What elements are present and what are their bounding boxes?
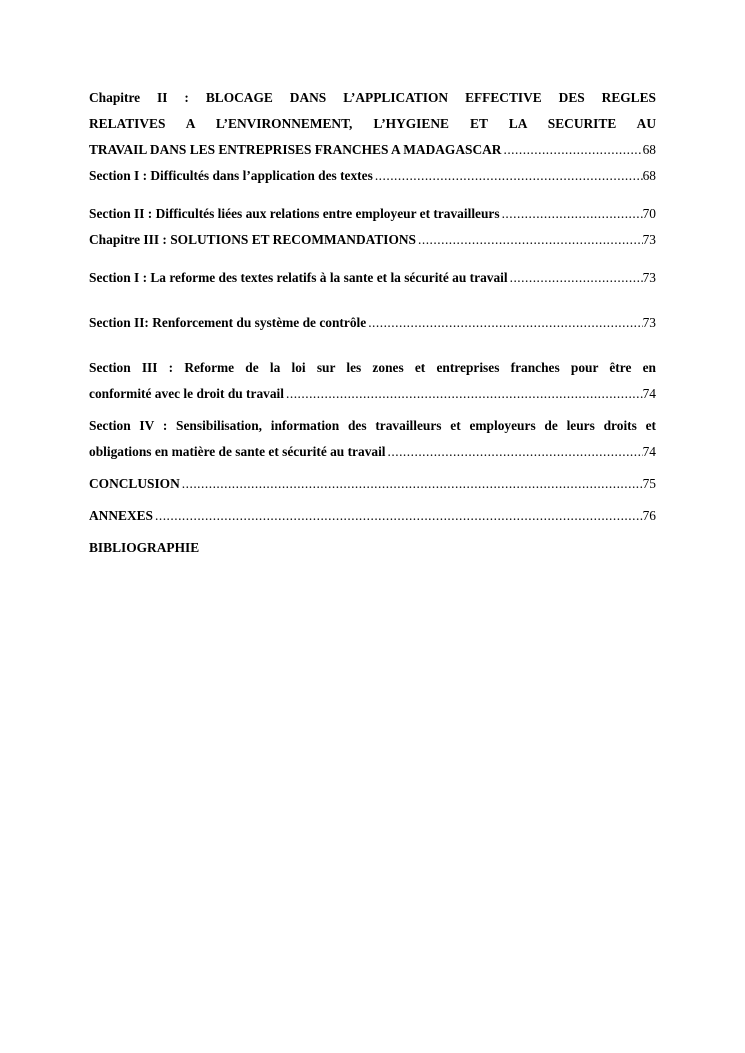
toc-entry-annexes[interactable] [89, 503, 656, 529]
spacer [89, 336, 656, 355]
toc-entry-last-line [89, 163, 656, 189]
toc-entry-last-line [89, 503, 656, 529]
toc-entry-title: Section II: Renforcement du système de contrôle [89, 315, 367, 330]
toc-page-number: 76 [642, 508, 656, 523]
toc-entry-line: Chapitre II : BLOCAGE DANS L’APPLICATION EFFECTIVE DES REGLES [89, 90, 656, 105]
toc-entry-title: conformité avec le droit du travail [89, 386, 284, 401]
toc-page-number: 73 [642, 315, 656, 330]
toc-entry-line: Section III : Reforme de la loi sur les zones et entreprises franches pour être en [89, 360, 656, 375]
toc-entry-title: TRAVAIL DANS LES ENTREPRISES FRANCHES A MADAGASCAR [89, 142, 502, 157]
toc-entry-section-2[interactable] [89, 201, 656, 227]
toc-entry-title: Section I : La reforme des textes relatifs à la sante et la sécurité au travail [89, 270, 508, 285]
toc-entry-section-3[interactable] [89, 355, 656, 407]
dot-leader [386, 439, 643, 465]
toc-entry-title: Section I : Difficultés dans l’application des textes [89, 168, 373, 183]
spacer [89, 253, 656, 265]
toc-entry-chapitre-3[interactable] [89, 227, 656, 253]
toc-entry-title: Chapitre III : SOLUTIONS ET RECOMMANDATIONS [89, 232, 417, 247]
toc-entry-section-2-renforcement[interactable] [89, 310, 656, 336]
toc-entry-title: BIBLIOGRAPHIE [89, 540, 200, 555]
toc-page-number: 74 [642, 386, 656, 401]
dot-leader [366, 310, 642, 336]
toc-entry-last-line [89, 265, 656, 291]
toc-entry-chapitre-2[interactable] [89, 85, 656, 163]
dot-leader [500, 201, 643, 227]
dot-leader [501, 137, 642, 163]
toc-entry-conclusion[interactable] [89, 471, 656, 497]
toc-entry-section-1-reforme[interactable] [89, 265, 656, 291]
toc-page-number: 74 [642, 444, 656, 459]
toc-entry-last-line [89, 381, 656, 407]
toc-page-number: 70 [642, 206, 656, 221]
toc-entry-last-line [89, 310, 656, 336]
toc-entry-last-line [89, 471, 656, 497]
dot-leader [284, 381, 643, 407]
toc-entry-line: Section IV : Sensibilisation, information des travailleurs et employeurs de leurs droits et [89, 418, 656, 433]
toc-entry-last-line [89, 137, 656, 163]
dot-leader [416, 227, 643, 253]
toc-entry-title: CONCLUSION [89, 476, 180, 491]
toc-entry-section-1[interactable] [89, 163, 656, 189]
toc-page-number: 75 [642, 476, 656, 491]
toc-entry-title: ANNEXES [89, 508, 153, 523]
dot-leader [373, 163, 643, 189]
toc-entry-title: Section II : Difficultés liées aux relations entre employeur et travailleurs [89, 206, 500, 221]
toc-page-number: 73 [642, 232, 656, 247]
dot-leader [180, 471, 643, 497]
toc-entry-last-line [89, 227, 656, 253]
toc-page-number: 68 [642, 142, 656, 157]
table-of-contents [89, 85, 656, 561]
toc-page-number: 68 [642, 168, 656, 183]
toc-entry-title: obligations en matière de sante et sécurité au travail [89, 444, 386, 459]
toc-entry-last-line [89, 439, 656, 465]
spacer [89, 189, 656, 201]
toc-entry-bibliographie[interactable] [89, 535, 656, 561]
spacer [89, 291, 656, 310]
toc-page-number: 73 [642, 270, 656, 285]
toc-entry-line: RELATIVES A L’ENVIRONNEMENT, L’HYGIENE ET LA SECURITE AU [89, 116, 656, 131]
toc-entry-last-line [89, 201, 656, 227]
toc-entry-section-4[interactable] [89, 413, 656, 465]
dot-leader [508, 265, 643, 291]
dot-leader [153, 503, 643, 529]
